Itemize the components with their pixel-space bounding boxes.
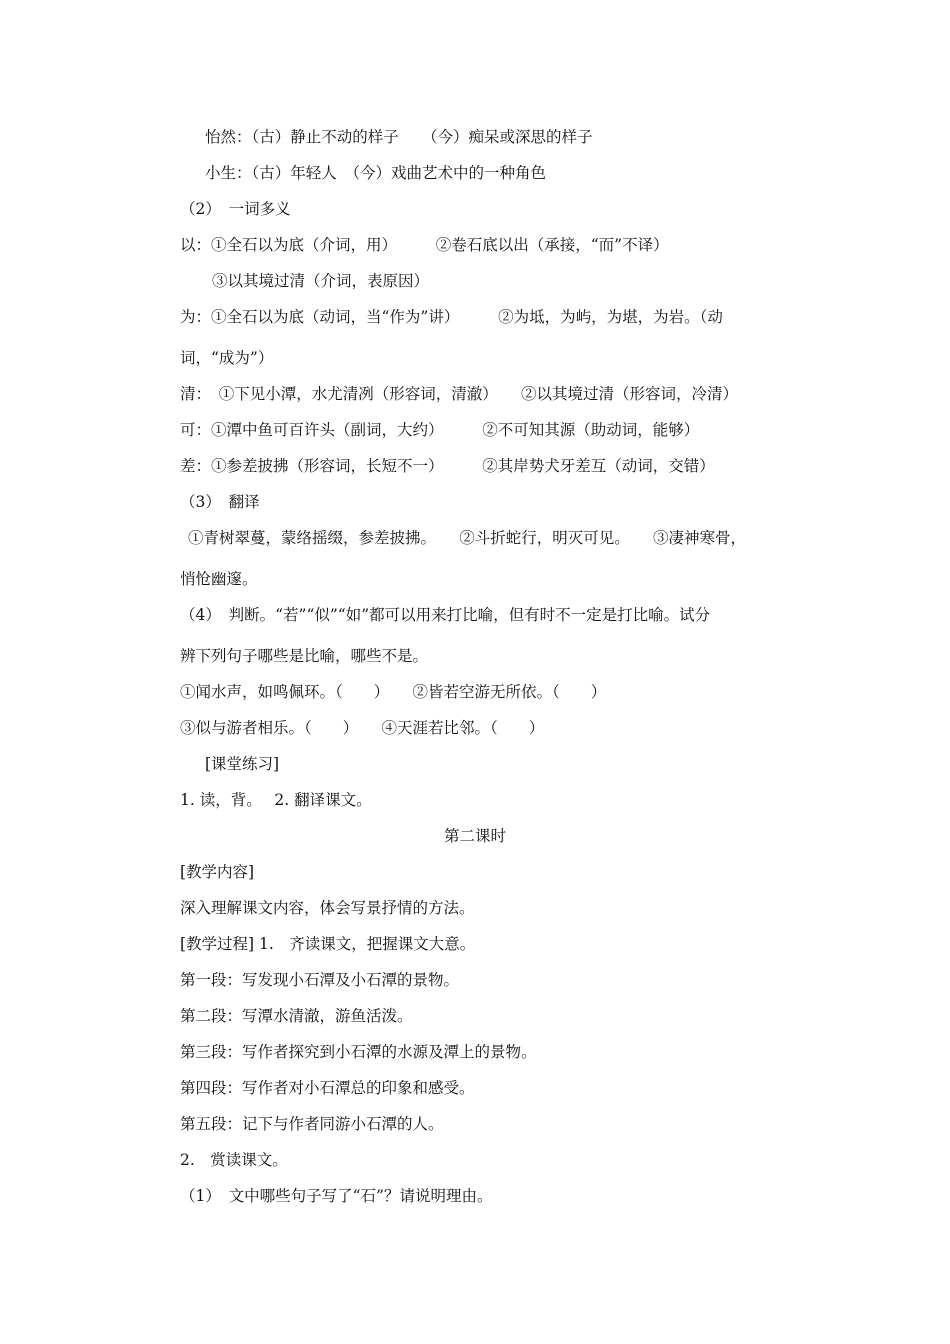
text-line: 第五段：记下与作者同游小石潭的人。 [180,1115,444,1133]
text-line: 为：①全石以为底（动词，当“作为”讲） ②为坻，为屿，为堪，为岩。（动 [180,308,723,326]
section-heading: [教学内容] [180,863,255,881]
text-line: ③似与游者相乐。（ ） ④天涯若比邻。（ ） [180,719,545,737]
text-line: ①青树翠蔓，蒙络摇缀，参差披拂。 ②斗折蛇行，明灭可见。 ③凄神寒骨， [188,529,747,547]
lesson-title: 第二课时 [443,827,506,845]
text-line: 第二段：写潭水清澈，游鱼活泼。 [180,1007,413,1025]
text-line: （1） 文中哪些句子写了“石”？请说明理由。 [180,1187,493,1205]
text-line: 以：①全石以为底（介词，用） ②卷石底以出（承接，“而”不译） [180,236,669,254]
text-line: （4） 判断。“若”“似”“如”都可以用来打比喻，但有时不一定是打比喻。试分 [180,606,711,624]
section-heading: [课堂练习] [205,755,280,773]
text-line: 深入理解课文内容，体会写景抒情的方法。 [180,899,475,917]
text-line: 词，“成为”） [180,349,274,367]
text-line: 第一段：写发现小石潭及小石潭的景物。 [180,971,460,989]
text-line: 悄怆幽邃。 [180,570,258,588]
text-line: 2. 赏读课文。 [180,1151,288,1169]
text-line: 可：①潭中鱼可百许头（副词，大约） ②不可知其源（助动词，能够） [180,421,700,439]
text-line: 1. 读，背。 2. 翻译课文。 [180,791,372,809]
text-line: 辨下列句子哪些是比喻，哪些不是。 [180,647,429,665]
text-line: 清： ①下见小潭，水尤清冽（形容词，清澈） ②以其境过清（形容词，冷清） [180,385,739,403]
text-line: 第四段：写作者对小石潭总的印象和感受。 [180,1079,475,1097]
text-line: ③以其境过清（介词，表原因） [212,272,430,290]
section-heading: （2） 一词多义 [180,200,291,218]
section-heading: （3） 翻译 [180,493,260,511]
text-line: 小生：（古）年轻人 （今）戏曲艺术中的一种角色 [205,164,547,182]
text-line: 差：①参差披拂（形容词，长短不一） ②其岸势犬牙差互（动词，交错） [180,457,715,475]
text-line: 怡然：（古）静止不动的样子 （今）痴呆或深思的样子 [205,128,593,146]
text-line: 第三段：写作者探究到小石潭的水源及潭上的景物。 [180,1043,537,1061]
text-line: ①闻水声，如鸣佩环。（ ） ②皆若空游无所依。（ ） [180,683,607,701]
text-line: [教学过程] 1. 齐读课文，把握课文大意。 [180,935,476,953]
